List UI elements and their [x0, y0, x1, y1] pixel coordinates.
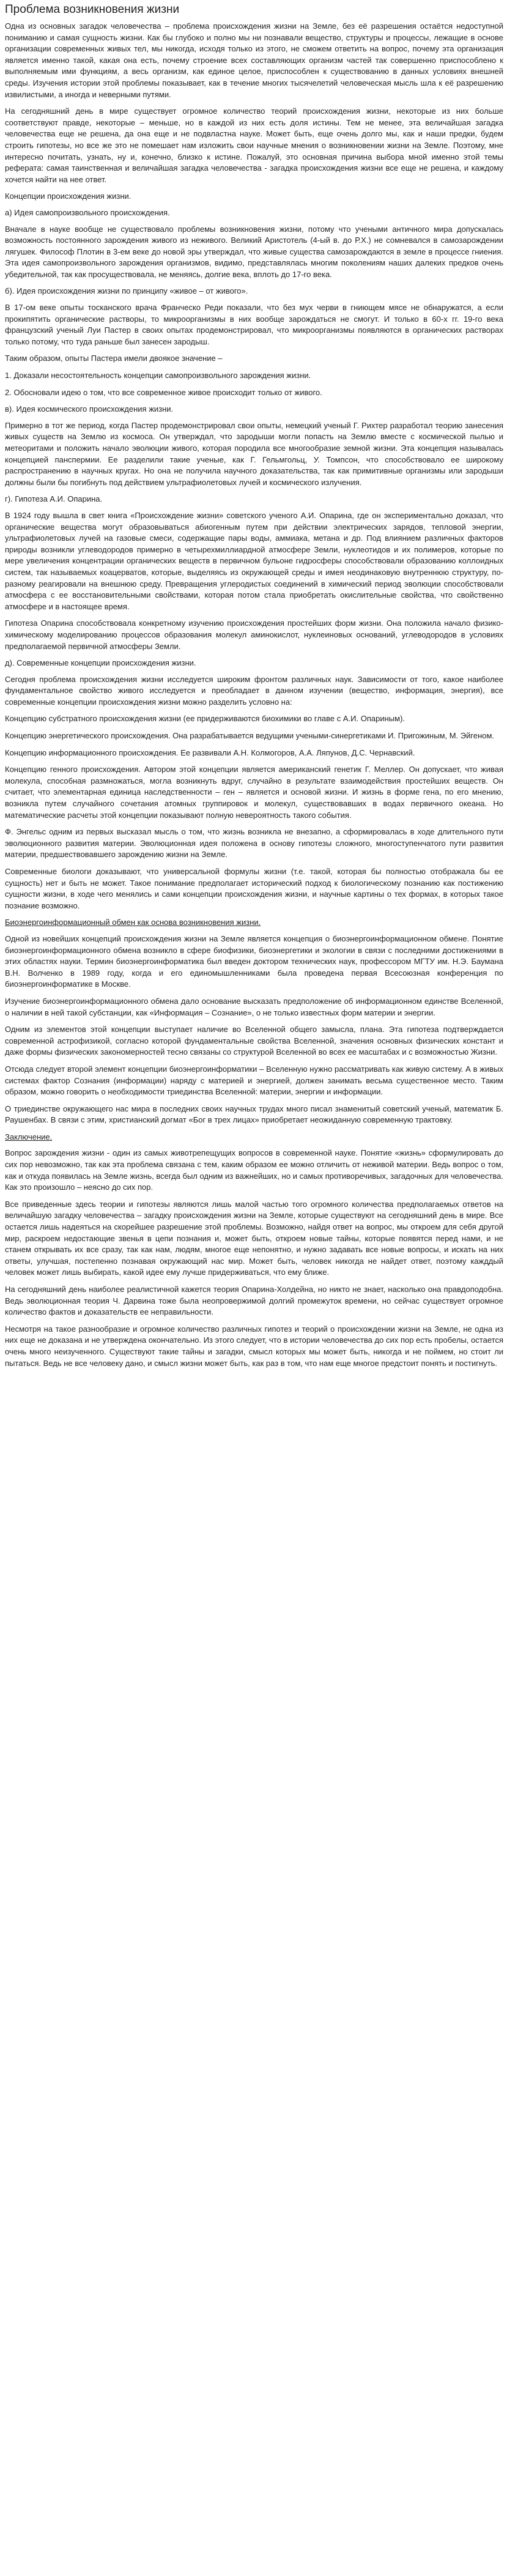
body-paragraph: Ф. Энгельс одним из первых высказал мысль о том, что жизнь возникла не внезапно, а сформировалась в ходе длительного пути эволюционного развития материи. Эволюционная идея положена в основу гипотезы сложного, многоступенчатого пути развития материи, предшествовавшего зарождению жизни на Земле.	[5, 827, 503, 859]
body-paragraph: Вначале в науке вообще не существовало проблемы возникновения жизни, потому что учеными античного мира допускалась возможность постоянного зарождения живого из неживого. Великий Аристотель (4-ый в. до Р.Х.) не сомневался в самозарождении лягушек. Философ Плотин в 3-ем веке до новой эры утверждал, что живые существа самозарождаются в земле в процессе гниения. Эта идея самопроизвольного зарождения организмов, видимо, представлялась многим поколениям наших далеких предков очень убедительной, так как просуществовала, не меняясь, долгие века, вплоть до 17-го века.	[5, 224, 503, 279]
body-paragraph: Изучение биоэнергоинформационного обмена дало основание высказать предположение об информационном единстве Вселенной, о наличии в ней такой субстанции, как «Информация – Сознание», о не только известных форм материи и энергии.	[5, 996, 503, 1017]
body-paragraph: В 1924 году вышла в свет книга «Происхождение жизни» советского ученого А.И. Опарина, где он экспериментально доказал, что органические вещества могут образовываться абиогенным путем при действии электрических зарядов, тепловой энергии, ультрафиолетовых лучей на газовые смеси, содержащие пары воды, аммиака, метана и др. Под влиянием различных факторов природы возникли углеводородов примерно в четырехмиллиардной атмосфере Земли, нуклеотидов и их полимеров, которые по мере увеличения концентрации органических веществ в первичном бульоне гидросферы способствовали образованию коллоидных систем, так называемых коацерватов, которые, выделяясь из окружающей среды и имея неодинаковую внутреннюю структуру, по-разному реагировали на внешнюю среду. Превращения углеродистых соединений в химический период эволюции способствовали атмосфера с ее восстановительными свойствами, которая потом стала приобретать окислительные свойства, что свойственно атмосфере и в настоящее время.	[5, 510, 503, 611]
body-paragraph: Гипотеза Опарина способствовала конкретному изучению происхождения простейших форм жизни. Она положила начало физико-химическому моделированию процессов образования молекул аминокислот, нуклеиновых оснований, углеводородов в условиях предполагаемой первичной атмосферы Земли.	[5, 618, 503, 651]
body-paragraph: Отсюда следует второй элемент концепции биоэнергоинформатики – Вселенную нужно рассматривать как живую систему. А в живых системах фактор Сознания (информации) наряду с материей и энергией, должен занимать весьма существенное место. Таким образом, можно говорить о необходимости триединства Вселенной: материи, энергии и информации.	[5, 1064, 503, 1097]
body-paragraph: На сегодняшний день в мире существует огромное количество теорий происхождения жизни, некоторые из них больше соответствуют правде, некоторые – меньше, но в каждой из них есть доля истины. Тем не менее, эта величайшая загадка человечества еще не решена, да она еще и не подвластна науке. Может быть, еще очень долго мы, как и наши предки, будем строить гипотезы, но все же это не помешает нам изложить свои научные мнения о возникновении жизни на Земле. Поэтому, мне интересно почитать, узнать, ну и, конечно, близко к истине. Пожалуй, это основная причина выбора мной именно этой темы реферата: самая таинственная и величайшая загадка человечества - загадка происхождения жизни все еще не решена, и каждому хочется найти на нее ответ.	[5, 106, 503, 184]
section-heading: Заключение.	[5, 1132, 53, 1141]
body-paragraph: Одной из новейших концепций происхождения жизни на Земле является концепция о биоэнергоинформационном обмене. Понятие биоэнергоинформационного обмена возникло в сфере биофизики, биоэнергетики и экологии в связи с последними достижениями в этих областях науки. Термин биоэнергоинформатика был введен доктором технических наук, профессором МГТУ им. Н.Э. Баумана В.Н. Волченко в 1989 году, когда и его единомышленниками была проведена первая Всесоюзная конференция по биоэнергоинформатике в Москве.	[5, 934, 503, 989]
body-paragraph: Вопрос зарождения жизни - один из самых животрепещущих вопросов в современной науке. Понятие «жизнь» сформулировать до сих пор невозможно, так как эта проблема связана с тем, каким образом ее можно отличить от неживой материи. Ведь вопрос о том, как и откуда появилась на Земле жизнь, всегда был одним из важнейших, но и самых противоречивых, загадочных для человечества. Как это произошло – неясно до сих пор.	[5, 1148, 503, 1192]
page-title: Проблема возникновения жизни	[5, 3, 180, 16]
section-heading: в). Идея космического происхождения жизни.	[5, 404, 174, 414]
document-body	[5, 21, 503, 1369]
body-paragraph: Примерно в тот же период, когда Пастер продемонстрировал свои опыты, немецкий ученый Г. Рихтер разработал теорию занесения живых существ на Землю из космоса. Он утверждал, что зародыши могли попасть на Землю вместе с космической пылью и метеоритами и положить начало эволюции живого, которая породила все многообразие земной жизни. Эта концепция называлась концепцией панспермии. Ее разделили такие ученые, как Г. Гельмгольц, У. Томпсон, что способствовало ее широкому распространению в научных кругах. Но она не получила научного доказательства, так как примитивные организмы или зародыши должны были бы погибнуть под действием ультрафиолетовых лучей и космического излучения.	[5, 420, 503, 487]
body-paragraph: Концепцию информационного происхождения. Ее развивали А.Н. Колмогоров, А.А. Ляпунов, Д.С. Чернавский.	[5, 748, 415, 757]
body-paragraph: Одним из элементов этой концепции выступает наличие во Вселенной общего замысла, плана. Эта гипотеза подтверждается современной астрофизикой, согласно которой фундаментальные свойства Вселенной, значения основных физических констант и даже формы физических закономерностей тесно связаны со структурой Вселенной во всех ее масштабах и с возможностью Жизни.	[5, 1025, 503, 1057]
body-paragraph: Таким образом, опыты Пастера имели двоякое значение –	[5, 354, 223, 363]
section-heading: б). Идея происхождения жизни по принципу «живое – от живого».	[5, 286, 248, 296]
body-paragraph: Одна из основных загадок человечества – проблема происхождения жизни на Земле, без её разрешения остаётся недоступной пониманию и самая сущность жизни. Как бы глубоко и полно мы ни познавали вещество, структуры и процессы, лежащие в основе организации современных живых тел, мы никогда, исходя только из этого, не сможем ответить на вопрос, почему эта организация является именно такой, какая она есть, почему строение всех составляющих организм частей так совершенно приспособлено к выполняемым ими функциям, а весь организм, как единое целое, приспособлен к существованию в данных условиях внешней среды. Изучения истории этой проблемы показывает, как в течение многих тысячелетий человеческая мысль шла к её разрешению извилистыми, а иногда и неверными путями.	[5, 21, 503, 99]
body-paragraph: 2. Обосновали идею о том, что все современное живое происходит только от живого.	[5, 387, 322, 397]
body-paragraph: Современные биологи доказывают, что универсальной формулы жизни (т.е. такой, которая бы полностью отображала бы ее сущность) нет и быть не может. Такое понимание предполагает исторический подход к биологическому познанию как постижению сущности жизни, в ходе чего менялись и сами концепции происхождения жизни, и научные картины о тех формах, в которых такое познание возможно.	[5, 867, 503, 910]
body-paragraph: Концепцию субстратного происхождения жизни (ее придерживаются биохимики во главе с А.И. Опариным).	[5, 714, 405, 724]
body-paragraph: Концепцию генного происхождения. Автором этой концепции является американский генетик Г. Меллер. Он допускает, что живая молекула, способная размножаться, могла возникнуть вдруг, случайно в результате взаимодействия простейших веществ. Он считает, что элементарная единица наследственности – ген – является и основой жизни. И жизнь в форме гена, по его мнению, возникла путем случайного сочетания атомных группировок и молекул, существовавших в водах первичного океана. Но математические расчеты этой концепции показывают полную невероятность такого события.	[5, 765, 503, 820]
body-paragraph: О триединстве окружающего нас мира в последних своих научных трудах много писал знаменитый советский ученый, математик Б. Раушенбах. В связи с этим, христианский догмат «Бог в трех лицах» приобретает неожиданную современную трактовку.	[5, 1104, 503, 1125]
section-heading: Концепции происхождения жизни.	[5, 191, 131, 201]
body-paragraph: Несмотря на такое разнообразие и огромное количество различных гипотез и теорий о происхождении жизни на Земле, не одна из них еще не доказана и не утверждена окончательно. Из этого следует, что в истории человечества до сих пор есть пробелы, остается очень много неизученного. Существуют такие тайны и загадки, смысл которых мы может быть, никогда и не поймем, но стоит ли пытаться. Ведь не все человеку дано, и смысл жизни может быть, как раз в том, что нам еще многое предстоит понять и постигнуть.	[5, 1324, 503, 1368]
body-paragraph: 1. Доказали несостоятельность концепции самопроизвольного зарождения жизни.	[5, 371, 311, 380]
section-heading: г). Гипотеза А.И. Опарина.	[5, 494, 103, 504]
section-heading: д). Современные концепции происхождения жизни.	[5, 658, 196, 668]
body-paragraph: На сегодняшний день наиболее реалистичной кажется теория Опарина-Холдейна, но никто не знает, насколько она правдоподобна. Ведь эволюционная теория Ч. Дарвина тоже была неопровержимой долгий промежуток времени, но сейчас существует огромное количество фактов и доказательств ее неправильности.	[5, 1285, 503, 1317]
section-heading: Биоэнергоинформационный обмен как основа возникновения жизни.	[5, 918, 261, 927]
body-paragraph: Все приведенные здесь теории и гипотезы являются лишь малой частью того огромного количества предполагаемых ответов на величайшую загадку человечества – загадку происхождения жизни на Земле, которые существуют на сегодняшний день в мире. Все остается лишь надеяться на скорейшее разрешение этой проблемы. Возможно, найдя ответ на вопрос, мы откроем для себя другой мир, раскроем недостающие звенья в цепи познания и, может быть, откроем новые тайны, которые появятся перед нами, и не станем открывать их все сразу, так как нам, людям, многое еще непонятно, и нужно задавать все новые вопросы, и искать на них ответы, улучшая, постепенно познавая окружающий нас мир. Может быть, человек никогда не найдет ответ, поэтому кажддый человек может лишь выбирать, какой идее ему лучше придерживаться, что ему ближе.	[5, 1199, 503, 1277]
body-paragraph: Сегодня проблема происхождения жизни исследуется широким фронтом различных наук. Зависимости от того, какое наиболее фундаментальное свойство живого исследуется и преобладает в данном изучении (вещество, информация, энергия), все современные концепции происхождения жизни можно разделить условно на:	[5, 674, 503, 707]
body-paragraph: Концепцию энергетического происхождения. Она разрабатывается ведущими учеными-синергетиками И. Пригожиным, М. Эйгеном.	[5, 731, 495, 741]
section-heading: а) Идея самопроизвольного происхождения.	[5, 207, 170, 217]
body-paragraph: В 17-ом веке опыты тосканского врача Франческо Реди показали, что без мух черви в гниющем мясе не обнаружатся, а если прокипятить органические растворы, то микроорганизмы в них вообще зарождаться не смогут. И только в 60-х гг. 19-го века французский ученый Луи Пастер в своих опытах продемонстрировал, что микроорганизмы появляются в органических растворах только потому, что туда раньше был занесен зародыш.	[5, 303, 503, 346]
